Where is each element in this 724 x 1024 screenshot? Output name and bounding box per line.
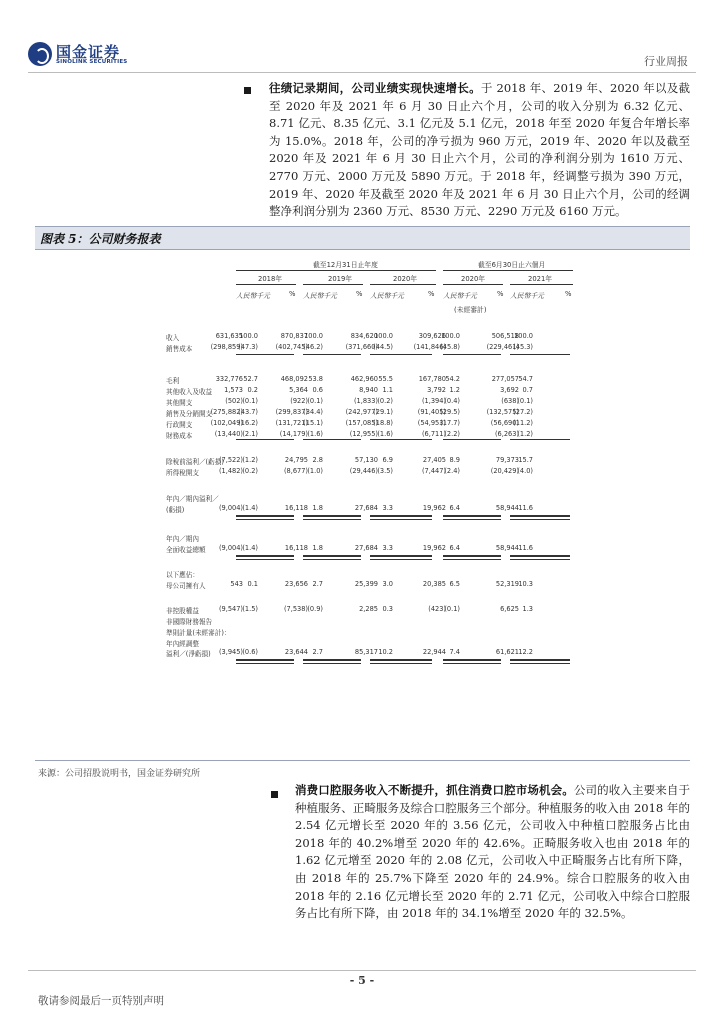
figure-title: 图表 5：公司财务报表 [40, 232, 161, 246]
table-cell: (7,538) [283, 605, 308, 613]
table-cell: (0.4) [444, 397, 460, 405]
table-cell: 100.0 [374, 332, 393, 340]
table-row [148, 332, 578, 343]
table-cell: (242,977) [345, 408, 378, 416]
paragraph-consumer-dental [295, 782, 690, 923]
table-row [148, 397, 578, 408]
company-logo [28, 42, 138, 68]
table-cell: (29,446) [349, 467, 378, 475]
table-cell: (275,882) [210, 408, 243, 416]
table-cell: (56,690) [490, 419, 519, 427]
table-cell: (1,482) [218, 467, 243, 475]
table-cell: (1.4) [242, 504, 258, 512]
table-cell: (1.2) [242, 456, 258, 464]
table-cell: (3,945) [218, 648, 243, 656]
row-label: 除稅前溢利／(虧損) [166, 458, 224, 466]
row-label: 所得稅開支 [166, 469, 199, 477]
pct-label: % [289, 290, 296, 298]
table-cell: (0.9) [307, 605, 323, 613]
rule [303, 556, 361, 560]
table-cell: 1.8 [312, 544, 323, 552]
table-cell: 19,962 [422, 544, 446, 552]
year-2020: 2020年 [393, 275, 418, 283]
table-row [148, 569, 578, 580]
rule [370, 516, 432, 520]
row-label: (虧損) [166, 506, 185, 514]
footer-disclaimer: 敬请参阅最后一页特别声明 [38, 995, 164, 1007]
table-cell: (132,575) [486, 408, 519, 416]
table-row [148, 467, 578, 478]
pct-label: % [428, 290, 435, 298]
table-cell: (922) [290, 397, 308, 405]
rule [370, 660, 432, 664]
table-row [148, 504, 578, 515]
table-cell: 85,317 [354, 648, 378, 656]
table-row [148, 375, 578, 386]
table-cell: (229,461) [486, 343, 519, 351]
table-cell: (14,179) [279, 430, 308, 438]
rule [510, 516, 570, 520]
table-cell: (6,711) [421, 430, 446, 438]
row-label: 毛利 [166, 377, 180, 385]
row-label: 年內／期內 [166, 535, 199, 543]
table-cell: 2.8 [312, 456, 323, 464]
rule [443, 284, 503, 285]
table-cell: (0.2) [377, 397, 393, 405]
rule [303, 439, 361, 440]
table-cell: 16,118 [284, 504, 308, 512]
table-cell: (371,660) [345, 343, 378, 351]
table-cell: 543 [230, 580, 243, 588]
table-cell: 55.5 [378, 375, 393, 383]
row-label: 年內／期內溢利／ [166, 495, 219, 503]
rule [443, 556, 501, 560]
table-cell: 22,944 [422, 648, 446, 656]
paragraph-performance [269, 80, 690, 221]
rule [510, 660, 570, 664]
table-cell: (17.7) [440, 419, 460, 427]
table-cell: (8,677) [283, 467, 308, 475]
row-label: 非國際財務報告 [166, 618, 213, 626]
table-cell: 6.4 [449, 504, 460, 512]
table-row [148, 456, 578, 467]
table-cell: (3.5) [377, 467, 393, 475]
table-cell: (402,745) [275, 343, 308, 351]
table-cell: 1.3 [522, 605, 533, 613]
table-cell: (13,440) [214, 430, 243, 438]
table-cell: 2,285 [359, 605, 378, 613]
unit-label: 人民幣千元 [303, 292, 337, 300]
table-cell: (1.4) [242, 544, 258, 552]
table-row [148, 419, 578, 430]
table-cell: (91,405) [417, 408, 446, 416]
rule [443, 439, 501, 440]
financial-statement-table [148, 250, 578, 755]
table-cell: 58,944 [495, 544, 519, 552]
unit-label: 人民幣千元 [443, 292, 477, 300]
row-label: 行政開支 [166, 421, 193, 429]
table-cell: 1.2 [449, 386, 460, 394]
table-cell: 27,684 [354, 504, 378, 512]
table-cell: (1.5) [242, 605, 258, 613]
table-row [148, 544, 578, 555]
table-cell: 8,940 [359, 386, 378, 394]
rule [370, 284, 436, 285]
table-cell: 2.7 [312, 648, 323, 656]
table-cell: 15.7 [518, 456, 533, 464]
table-cell: 24,795 [284, 456, 308, 464]
table-cell: (102,049) [210, 419, 243, 427]
row-label: 溢利／(淨虧損) [166, 650, 211, 658]
bullet-icon [271, 791, 278, 798]
rule [510, 284, 573, 285]
logo-icon [28, 42, 52, 66]
pct-label: % [356, 290, 363, 298]
row-label: 以下應佔： [166, 571, 199, 579]
table-cell: 277,057 [491, 375, 519, 383]
table-row [148, 533, 578, 544]
table-cell: (638) [501, 397, 519, 405]
table-cell: 52.7 [243, 375, 258, 383]
table-cell: 100.0 [514, 332, 533, 340]
table-cell: 3.0 [382, 580, 393, 588]
table-cell: 0.7 [522, 386, 533, 394]
table-cell: (9,547) [218, 605, 243, 613]
unit-label: 人民幣千元 [370, 292, 404, 300]
rule [236, 270, 436, 271]
row-label: 其他收入及收益 [166, 388, 213, 396]
table-cell: 23,644 [284, 648, 308, 656]
rule [370, 439, 432, 440]
table-cell: (1.6) [377, 430, 393, 438]
table-cell: (47.3) [238, 343, 258, 351]
table-cell: (131,721) [275, 419, 308, 427]
table-cell: 834,620 [350, 332, 378, 340]
table-cell: 6.9 [382, 456, 393, 464]
table-cell: 52,319 [495, 580, 519, 588]
table-cell: (299,837) [275, 408, 308, 416]
rule [443, 660, 501, 664]
table-cell: 1,573 [224, 386, 243, 394]
logo-cn-text: 国金证券 [56, 43, 121, 61]
row-label: 全面收益總額 [166, 546, 206, 554]
table-cell: 100.0 [304, 332, 323, 340]
rule [236, 660, 294, 664]
table-cell: (9,004) [218, 504, 243, 512]
header-divider [28, 72, 696, 73]
year-2021-h1: 2021年 [528, 275, 553, 283]
rule [236, 439, 294, 440]
table-cell: (16.2) [238, 419, 258, 427]
table-cell: 0.3 [382, 605, 393, 613]
table-cell: (157,085) [345, 419, 378, 427]
table-row [148, 580, 578, 591]
figure-bottom-rule [35, 760, 690, 761]
table-cell: 61,621 [495, 648, 519, 656]
table-cell: 309,626 [418, 332, 446, 340]
table-cell: 631,635 [215, 332, 243, 340]
table-cell: (12,955) [349, 430, 378, 438]
table-cell: (2.4) [444, 467, 460, 475]
table-cell: (29.1) [373, 408, 393, 416]
table-cell: (0.6) [242, 648, 258, 656]
rule [303, 284, 363, 285]
table-cell: 54.7 [518, 375, 533, 383]
table-cell: (0.1) [517, 397, 533, 405]
logo-en-text: SINOLINK SECURITIES [56, 59, 128, 65]
rule [510, 556, 570, 560]
unit-label: 人民幣千元 [510, 292, 544, 300]
table-cell: 6,625 [500, 605, 519, 613]
table-cell: 54.2 [445, 375, 460, 383]
table-cell: (9,004) [218, 544, 243, 552]
table-cell: 58,944 [495, 504, 519, 512]
pct-label: % [497, 290, 504, 298]
table-cell: (502) [225, 397, 243, 405]
table-cell: 506,518 [491, 332, 519, 340]
table-cell: (1.6) [307, 430, 323, 438]
table-row [148, 605, 578, 616]
table-cell: (0.1) [242, 397, 258, 405]
table-cell: 6.5 [449, 580, 460, 588]
table-cell: 27,405 [422, 456, 446, 464]
row-label: 準則計量(未經審計)： [166, 629, 231, 637]
table-cell: (141,846) [413, 343, 446, 351]
rule [236, 354, 294, 355]
rule [236, 284, 296, 285]
table-cell: 3,792 [427, 386, 446, 394]
table-cell: 27,684 [354, 544, 378, 552]
row-label: 財務成本 [166, 432, 193, 440]
rule [443, 516, 501, 520]
table-cell: 8.9 [449, 456, 460, 464]
paragraph-performance-lead: 往绩记录期间，公司业绩实现快速增长。 [269, 81, 481, 95]
table-cell: 0.6 [312, 386, 323, 394]
rule [510, 439, 570, 440]
table-cell: (0.1) [444, 605, 460, 613]
table-cell: (46.2) [303, 343, 323, 351]
table-cell: (4.0) [517, 467, 533, 475]
table-cell: (43.7) [238, 408, 258, 416]
table-cell: (15.1) [303, 419, 323, 427]
row-label: 非控股權益 [166, 607, 199, 615]
table-row [148, 493, 578, 504]
table-cell: (0.2) [242, 467, 258, 475]
table-row [148, 386, 578, 397]
table-cell: (298,859) [210, 343, 243, 351]
table-cell: 0.1 [247, 580, 258, 588]
footer-divider [28, 970, 696, 971]
table-cell: (45.8) [440, 343, 460, 351]
rule [236, 516, 294, 520]
table-cell: 870,837 [280, 332, 308, 340]
rule [370, 556, 432, 560]
table-cell: 3,692 [500, 386, 519, 394]
table-cell: 19,962 [422, 504, 446, 512]
table-cell: 100.0 [441, 332, 460, 340]
table-cell: 79,373 [495, 456, 519, 464]
report-type: 行业周报 [644, 55, 688, 68]
year-2020-h1: 2020年 [461, 275, 486, 283]
table-cell: (1,833) [353, 397, 378, 405]
bullet-icon [244, 87, 251, 94]
rule [236, 556, 294, 560]
unaudited-note: (未經審計) [454, 306, 487, 314]
table-cell: 167,780 [418, 375, 446, 383]
table-cell: (29.5) [440, 408, 460, 416]
table-cell: (2.1) [242, 430, 258, 438]
table-cell: 10.2 [378, 648, 393, 656]
table-cell: 11.6 [518, 544, 533, 552]
table-cell: 468,092 [280, 375, 308, 383]
table-cell: 332,776 [215, 375, 243, 383]
table-cell: (0.1) [307, 397, 323, 405]
table-cell: (18.8) [373, 419, 393, 427]
row-label: 母公司擁有人 [166, 582, 206, 590]
table-cell: 23,656 [284, 580, 308, 588]
table-cell: (44.5) [373, 343, 393, 351]
table-cell: (1.2) [517, 430, 533, 438]
pct-label: % [565, 290, 572, 298]
table-cell: 25,399 [354, 580, 378, 588]
rule [370, 354, 432, 355]
row-label: 年內經調整 [166, 640, 199, 648]
table-cell: 462,960 [350, 375, 378, 383]
rule [510, 354, 570, 355]
paragraph-consumer-dental-lead: 消费口腔服务收入不断提升，抓住消费口腔市场机会。 [295, 783, 574, 797]
table-cell: (54,953) [417, 419, 446, 427]
unit-label: 人民幣千元 [236, 292, 270, 300]
rule [303, 660, 361, 664]
table-cell: 20,385 [422, 580, 446, 588]
table-cell: 11.6 [518, 504, 533, 512]
table-cell: (34.4) [303, 408, 323, 416]
year-2019: 2019年 [328, 275, 353, 283]
group-header-interim: 截至6月30日止六個月 [478, 261, 546, 269]
table-cell: 3.3 [382, 504, 393, 512]
table-cell: 0.2 [247, 386, 258, 394]
table-cell: (2.2) [444, 430, 460, 438]
table-cell: 12.2 [518, 648, 533, 656]
rule [303, 354, 361, 355]
table-cell: (1,394) [421, 397, 446, 405]
table-cell: (45.3) [513, 343, 533, 351]
table-cell: 7.4 [449, 648, 460, 656]
paragraph-performance-body: 于 2018 年、2019 年、2020 年以及截至 2020 年及 2021 年 6 月 30 日止六个月，公司的收入分别为 6.32 亿元、8.71 亿元、8.35 亿元、3.1 亿元及 5.1 亿元，2018 年至 2020 年复合年增长率为 15.0%。2018 年，公司的净亏损为 960 万元，2019 年、2020 年以及截至 2020 年及 2021 年 6 月 30 日止六个月，公司的净利润分别为 1610 万元、2770 万元、2000 万元及 5890 万元。于 2018 年，经调整亏损为 390 万元，2019 年、2020 年及截至 2020 年及 2021 年 6 月 30 日止六个月，公司的经调整净利润分别为 2360 万元、8530 万元、2290 万元及 6160 万元。 [269, 81, 691, 219]
table-cell: 2.7 [312, 580, 323, 588]
figure-source: 来源：公司招股说明书，国金证券研究所 [38, 769, 201, 779]
table-row [148, 408, 578, 419]
year-2018: 2018年 [258, 275, 283, 283]
group-header-annual: 截至12月31日止年度 [313, 261, 378, 269]
table-cell: 57,130 [354, 456, 378, 464]
table-cell: (1.0) [307, 467, 323, 475]
table-cell: 5,364 [289, 386, 308, 394]
page-number: - 5 - [349, 974, 375, 987]
row-label: 銷售成本 [166, 345, 193, 353]
table-cell: (7,447) [421, 467, 446, 475]
table-cell: (11.2) [513, 419, 533, 427]
paragraph-consumer-dental-body: 公司的收入主要来自于种植服务、正畸服务及综合口腔服务三个部分。种植服务的收入由 2018 年的 2.54 亿元增长至 2020 年的 3.56 亿元，公司收入中种植口腔服务占比由 2018 年的 40.2%增至 2020 年的 42.6%。正畸服务收入也由 2018 年的 1.62 亿元增至 2020 年的 2.08 亿元，公司收入中正畸服务占比有所下降，由 2018 年的 25.7%下降至 2020 年的 24.9%。综合口腔服务的收入由 2018 年的 2.16 亿元增长至 2020 年的 2.71 亿元，公司收入中综合口腔服务占比有所下降，由 2018 年的 34.1%增至 2020 年的 32.5%。 [295, 783, 690, 921]
table-cell: 53.8 [308, 375, 323, 383]
table-row [148, 648, 578, 659]
rule [303, 516, 361, 520]
table-cell: (423) [428, 605, 446, 613]
row-label: 其他開支 [166, 399, 193, 407]
rule [443, 354, 501, 355]
table-cell: 100.0 [239, 332, 258, 340]
table-row [148, 616, 578, 627]
table-cell: (6,263) [494, 430, 519, 438]
row-label: 銷售及分銷開支 [166, 410, 213, 418]
table-row [148, 627, 578, 638]
table-cell: (7,522) [218, 456, 243, 464]
row-label: 收入 [166, 334, 180, 342]
table-cell: 6.4 [449, 544, 460, 552]
table-row [148, 343, 578, 354]
table-cell: 10.3 [518, 580, 533, 588]
table-cell: 1.8 [312, 504, 323, 512]
table-cell: (27.2) [513, 408, 533, 416]
table-cell: 16,118 [284, 544, 308, 552]
rule [443, 270, 573, 271]
table-cell: 3.3 [382, 544, 393, 552]
table-cell: (20,429) [490, 467, 519, 475]
table-cell: 1.1 [382, 386, 393, 394]
